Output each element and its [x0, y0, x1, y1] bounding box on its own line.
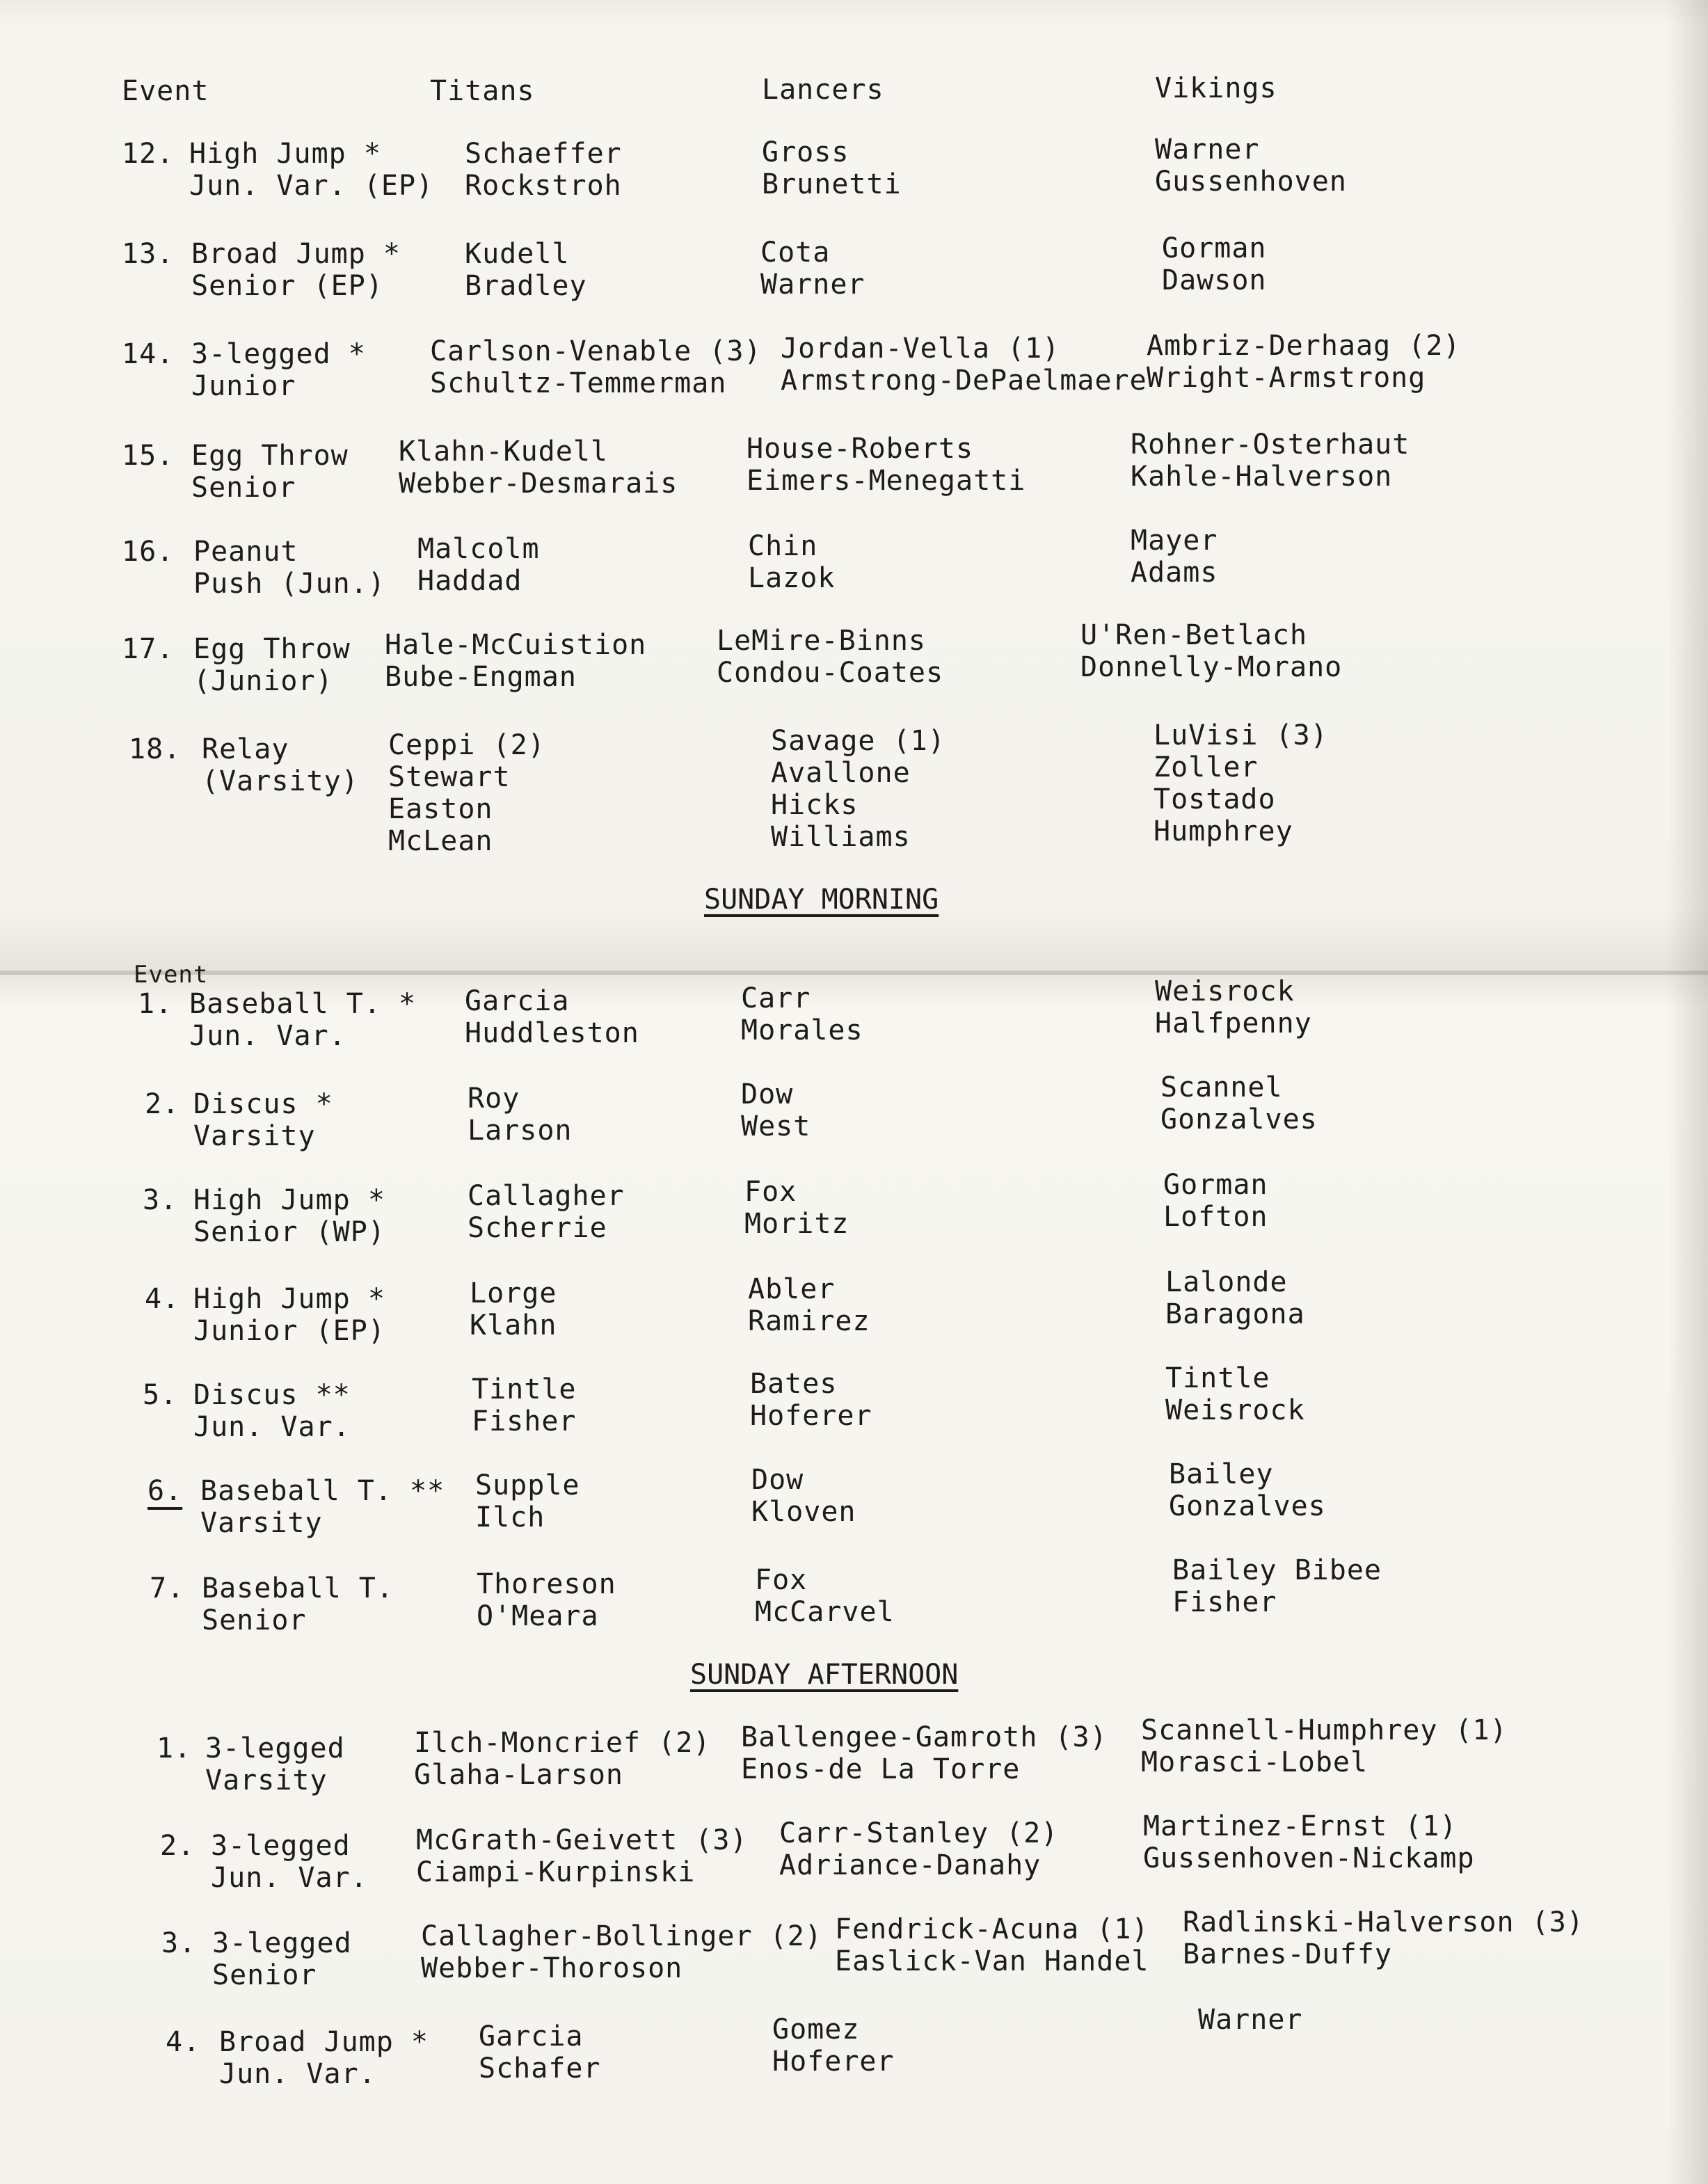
lancers-entries: Dow Kloven [751, 1464, 856, 1528]
titans-entries: Hale-McCuistion Bube-Engman [385, 629, 647, 693]
event-name: Peanut Push (Jun.) [193, 536, 385, 600]
event-name: Baseball T. Senior [202, 1572, 394, 1636]
vikings-entries: Ambriz-Derhaag (2) Wright-Armstrong [1147, 330, 1461, 394]
event-number: 16. [122, 536, 175, 568]
lancers-entries: Fox McCarvel [755, 1564, 895, 1628]
titans-entries: Supple Ilch [475, 1469, 580, 1533]
lancers-entries: Savage (1) Avallone Hicks Williams [771, 725, 945, 853]
vikings-entries: Warner [1198, 2004, 1303, 2036]
titans-entries: Garcia Schafer [479, 2020, 601, 2085]
event-name: Discus * Varsity [193, 1088, 333, 1152]
event-number: 2. [145, 1088, 180, 1120]
header-event: Event [122, 75, 209, 107]
vikings-entries: Scannell-Humphrey (1) Morasci-Lobel [1141, 1714, 1508, 1778]
vikings-entries: U'Ren-Betlach Donnelly-Morano [1080, 619, 1343, 683]
event-name: Relay (Varsity) [202, 733, 359, 797]
event-number: 4. [166, 2026, 201, 2058]
event-name: Egg Throw Senior [191, 440, 349, 504]
vikings-entries: Gorman Lofton [1163, 1169, 1268, 1233]
vikings-entries: Lalonde Baragona [1165, 1266, 1305, 1330]
lancers-entries: Bates Hoferer [750, 1368, 872, 1432]
paper-fold-line [0, 971, 1708, 975]
lancers-entries: Cota Warner [760, 237, 865, 301]
event-number: 18. [129, 733, 182, 765]
event-name: Broad Jump * Senior (EP) [191, 238, 401, 302]
vikings-entries: Warner Gussenhoven [1155, 134, 1347, 198]
event-name: 3-legged Senior [212, 1927, 352, 1991]
event-name: High Jump * Junior (EP) [193, 1283, 385, 1347]
event-number: 2. [160, 1830, 195, 1862]
section-heading-sunday-morning: SUNDAY MORNING [704, 884, 939, 916]
vikings-entries: LuVisi (3) Zoller Tostado Humphrey [1154, 719, 1328, 847]
event-label: Event [134, 961, 209, 989]
event-number: 17. [122, 633, 175, 665]
lancers-entries: Jordan-Vella (1) Armstrong-DePaelmaere [781, 333, 1147, 397]
lancers-entries: House-Roberts Eimers-Menegatti [747, 433, 1026, 497]
lancers-entries: Carr Morales [741, 982, 863, 1046]
vikings-entries: Martinez-Ernst (1) Gussenhoven-Nickamp [1143, 1810, 1475, 1874]
vikings-entries: Radlinski-Halverson (3) Barnes-Duffy [1183, 1906, 1584, 1970]
lancers-entries: Dow West [741, 1078, 811, 1142]
event-number: 12. [122, 138, 175, 170]
vikings-entries: Rohner-Osterhaut Kahle-Halverson [1131, 429, 1410, 493]
titans-entries: Ceppi (2) Stewart Easton McLean [388, 729, 545, 857]
event-number: 7. [150, 1572, 185, 1604]
lancers-entries: Gross Brunetti [762, 136, 902, 200]
titans-entries: Schaeffer Rockstroh [465, 138, 622, 202]
event-name: Egg Throw (Junior) [193, 633, 351, 697]
lancers-entries: Chin Lazok [748, 530, 836, 594]
event-number: 15. [122, 440, 175, 472]
section-heading-sunday-afternoon: SUNDAY AFTERNOON [690, 1659, 959, 1691]
titans-entries: Callagher Scherrie [468, 1180, 625, 1244]
titans-entries: Roy Larson [468, 1083, 573, 1147]
event-number: 14. [122, 338, 175, 370]
lancers-entries: Carr-Stanley (2) Adriance-Danahy [779, 1817, 1059, 1881]
event-number: 1. [157, 1732, 192, 1764]
event-number: 5. [143, 1379, 178, 1411]
lancers-entries: Fendrick-Acuna (1) Easlick-Van Handel [835, 1913, 1149, 1977]
event-name: 3-legged Jun. Var. [211, 1830, 368, 1894]
event-number: 6. [147, 1475, 183, 1507]
titans-entries: Klahn-Kudell Webber-Desmarais [399, 436, 678, 500]
header-titans: Titans [430, 75, 535, 107]
titans-entries: Kudell Bradley [465, 238, 587, 302]
vikings-entries: Bailey Gonzalves [1169, 1458, 1326, 1522]
lancers-entries: Ballengee-Gamroth (3) Enos-de La Torre [741, 1721, 1108, 1785]
event-name: Broad Jump * Jun. Var. [219, 2026, 429, 2090]
vikings-entries: Bailey Bibee Fisher [1172, 1554, 1382, 1618]
lancers-entries: Gomez Hoferer [772, 2014, 895, 2078]
event-name: Baseball T. * Jun. Var. [189, 988, 417, 1052]
header-vikings: Vikings [1155, 72, 1277, 104]
titans-entries: Lorge Klahn [470, 1277, 557, 1341]
event-name: Discus ** Jun. Var. [193, 1379, 351, 1443]
event-number: 13. [122, 238, 175, 270]
event-name: Baseball T. ** Varsity [200, 1475, 445, 1539]
event-name: 3-legged Varsity [205, 1732, 345, 1796]
titans-entries: Carlson-Venable (3) Schultz-Temmerman [430, 335, 762, 399]
page-edge-shadow [1666, 0, 1708, 2184]
vikings-entries: Scannel Gonzalves [1160, 1071, 1318, 1135]
event-number: 4. [145, 1283, 180, 1315]
event-number: 3. [161, 1927, 197, 1959]
event-number: 1. [138, 988, 173, 1020]
header-lancers: Lancers [762, 74, 884, 106]
event-name: 3-legged * Junior [191, 338, 366, 402]
lancers-entries: Fox Moritz [744, 1176, 849, 1240]
titans-entries: Malcolm Haddad [417, 533, 540, 597]
event-number: 3. [143, 1184, 178, 1216]
vikings-entries: Weisrock Halfpenny [1155, 975, 1312, 1039]
titans-entries: Ilch-Moncrief (2) Glaha-Larson [414, 1727, 711, 1791]
titans-entries: Tintle Fisher [472, 1373, 577, 1437]
vikings-entries: Mayer Adams [1131, 525, 1218, 589]
titans-entries: Garcia Huddleston [465, 985, 639, 1049]
vikings-entries: Tintle Weisrock [1165, 1362, 1305, 1426]
event-name: High Jump * Senior (WP) [193, 1184, 385, 1248]
titans-entries: Callagher-Bollinger (2) Webber-Thoroson [421, 1920, 822, 1984]
titans-entries: McGrath-Geivett (3) Ciampi-Kurpinski [416, 1824, 748, 1888]
event-name: High Jump * Jun. Var. (EP) [189, 138, 434, 202]
lancers-entries: Abler Ramirez [748, 1273, 870, 1337]
lancers-entries: LeMire-Binns Condou-Coates [717, 625, 944, 689]
vikings-entries: Gorman Dawson [1162, 232, 1267, 296]
titans-entries: Thoreson O'Meara [477, 1568, 616, 1632]
